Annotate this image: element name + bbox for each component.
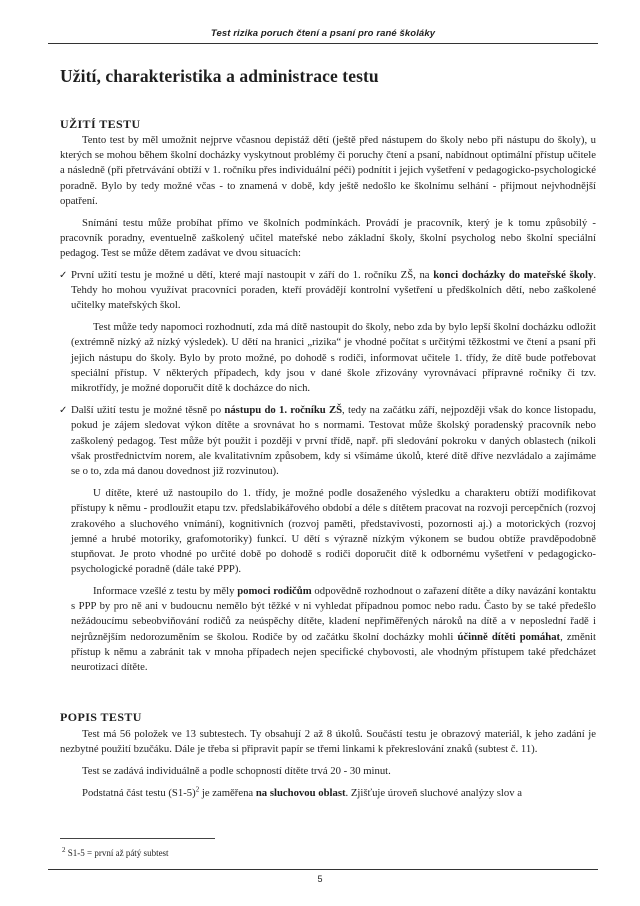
paragraph: Informace vzešlé z testu by měly pomoci rodičům odpovědně rozhodnout o zařazení dítěte a díky navázání kontaktu s PPP by pro ně ani v budoucnu nemělo být těžké v ni vyhledat případnou pomoc nebo radu. Často by se také předešlo nežádoucímu sebeobviňování rodičů za neúspěchy dítěte, kladení nepřiměřených nároků na dítě a v neposlední řadě i nejrůznějším nedorozuměním se školou. Rodiče by od začátku školní docházky mohli účinně dítěti pomáhat, změnit přístup k němu a zabránit tak v mnoha případech nejen specifické chybovosti, ale vhodným přístupem také předcházet neurotizaci dítěte. bbox=[71, 584, 596, 673]
emphasis: účinně dítěti pomáhat bbox=[457, 630, 561, 643]
footnote-number: 2 bbox=[62, 846, 66, 854]
page-title: Užití, charakteristika a administrace testu bbox=[60, 66, 379, 86]
list-item bbox=[60, 403, 596, 479]
footnote-rule bbox=[60, 838, 215, 839]
emphasis: nástupu do 1. ročníku ZŠ bbox=[224, 404, 343, 417]
footnote-ref: 2 bbox=[195, 785, 200, 794]
section-body-popis bbox=[60, 727, 596, 807]
section-heading-popis: POPIS TESTU bbox=[60, 710, 142, 724]
paragraph: První užití testu je možné u dětí, které mají nastoupit v září do 1. ročníku ZŠ, na konci docházky do mateřské školy. Tehdy ho mohou využívat pracovníci poraden, kteří provádějí kontrolní vyšetření u předškolních dětí, nebo zaškolené učitelky mateřských škol. bbox=[71, 268, 596, 312]
emphasis: konci docházky do mateřské školy bbox=[433, 268, 594, 281]
paragraph: Snímání testu může probíhat přímo ve školních podmínkách. Provádí je pracovník, který je k tomu způsobilý - pracovník poradny, eventuelně zaškolený učitel mateřské nebo základní školy, školní psycholog nebo školní speciální pedagog. Test se může dětem zadávat ve dvou situacích: bbox=[60, 216, 596, 259]
paragraph: U dítěte, které už nastoupilo do 1. třídy, je možné podle dosaženého výsledku a charakteru obtíží modifikovat přístupy k němu - prodloužit etapu tzv. předslabikářového období a déle s dítětem pracovat na rozvoji percepčních (rozvoj zrakového a sluchového vnímání), kognitivních (rozvoj paměti, představivosti, pozornosti aj.) a motorických (rozvoj jemné a hrubé motoriky, grafomotoriky) funkcí. U dětí s výrazně nízkým výkonem se budou obtíže pravděpodobně stupňovat. Je proto vhodné po určité době po dohodě s rodiči doporučit dítě k odbornému vyšetření v pedagogicko-psychologické poradně (dále také PPP). bbox=[71, 487, 596, 576]
list-item bbox=[60, 268, 596, 397]
section-body-uziti bbox=[60, 133, 596, 682]
paragraph: Tento test by měl umožnit nejprve včasnou depistáž dětí (ještě před nástupem do školy nebo při nástupu do školy), u kterých se mohou během školní docházky vyskytnout problémy či poruchy čtení a psaní, nabídnout optimální přístup učitele a následně (při přetrvávání obtíží v 1. ročníku přes individuální péči) podnítit i jejich vyšetření v pedagogicko-psychologické poradně. Bylo by tedy možné včas - to znamená v době, kdy ještě nedošlo ke školnímu selhání - přijmout nejvhodnější opatření. bbox=[60, 134, 596, 207]
page-number: 5 bbox=[317, 874, 323, 884]
indented-block bbox=[60, 486, 596, 675]
paragraph: Test se zadává individuálně a podle schopností dítěte trvá 20 - 30 minut. bbox=[82, 764, 391, 777]
paragraph: Test může tedy napomoci rozhodnutí, zda má dítě nastoupit do školy, nebo zda by bylo lepší školní docházku odložit (extrémně nízký až nízký výsledek). U dětí na hranici „rizika“ je vhodné počítat s určitými těžkostmi ve čtení a psaní při jejich nástupu do školy. Bylo by proto možné, po dohodě s rodiči, informovat učitele 1. třídy, že dítě bude potřebovat speciální přístup. V některých případech, kdy jsou v dané škole zřizovány vyrovnávací přípravné ročníky či tzv. mikrotřídy, je možné doporučit dítě k docházce do nich. bbox=[71, 321, 596, 395]
emphasis: pomoci rodičům bbox=[237, 584, 312, 597]
check-icon: ✓ bbox=[59, 405, 68, 417]
paragraph: Podstatná část testu $(S1-5)^2$ je zaměřena na sluchovou oblast. Zjišťuje úroveň sluchové analýzy slov a bbox=[82, 785, 522, 799]
footnote: $^2$ S1-5 = první až pátý subtest bbox=[62, 846, 169, 858]
footer-rule bbox=[48, 869, 598, 870]
section-heading-uziti: UŽITÍ TESTU bbox=[60, 117, 141, 131]
check-icon: ✓ bbox=[59, 269, 68, 281]
paragraph: Další užití testu je možné těsně po nástupu do 1. ročníku ZŠ, tedy na začátku září, nejpozději však do konce listopadu, pokud je zájem sledovat výkon dítěte a srovnávat ho s normami. Testovat může školský poradenský pracovník nebo zaškolený pedagog. Test může být použit i později v první třídě, např. při sledování pokroku v daných oblastech (nikoli však prostřednictvím norem, ale kvalitativním způsobem, kdy si všímáme úkolů, které dítě dříve nezvládalo a zajímáme se o to, zda má danou dovednost již rozvinutou). bbox=[71, 404, 596, 478]
paragraph: Test má 56 položek ve 13 subtestech. Ty obsahují 2 až 8 úkolů. Součástí testu je obrazový materiál, k jeho zadání je nezbytné použití bzučáku. Dále je třeba si připravit papír se třemi linkami k překreslování znaků (subtest č. 11). bbox=[60, 728, 596, 756]
running-header: Test rizika poruch čtení a psaní pro rané školáky bbox=[210, 28, 436, 39]
emphasis: na sluchovou oblast bbox=[255, 786, 346, 799]
header-rule bbox=[48, 43, 598, 44]
